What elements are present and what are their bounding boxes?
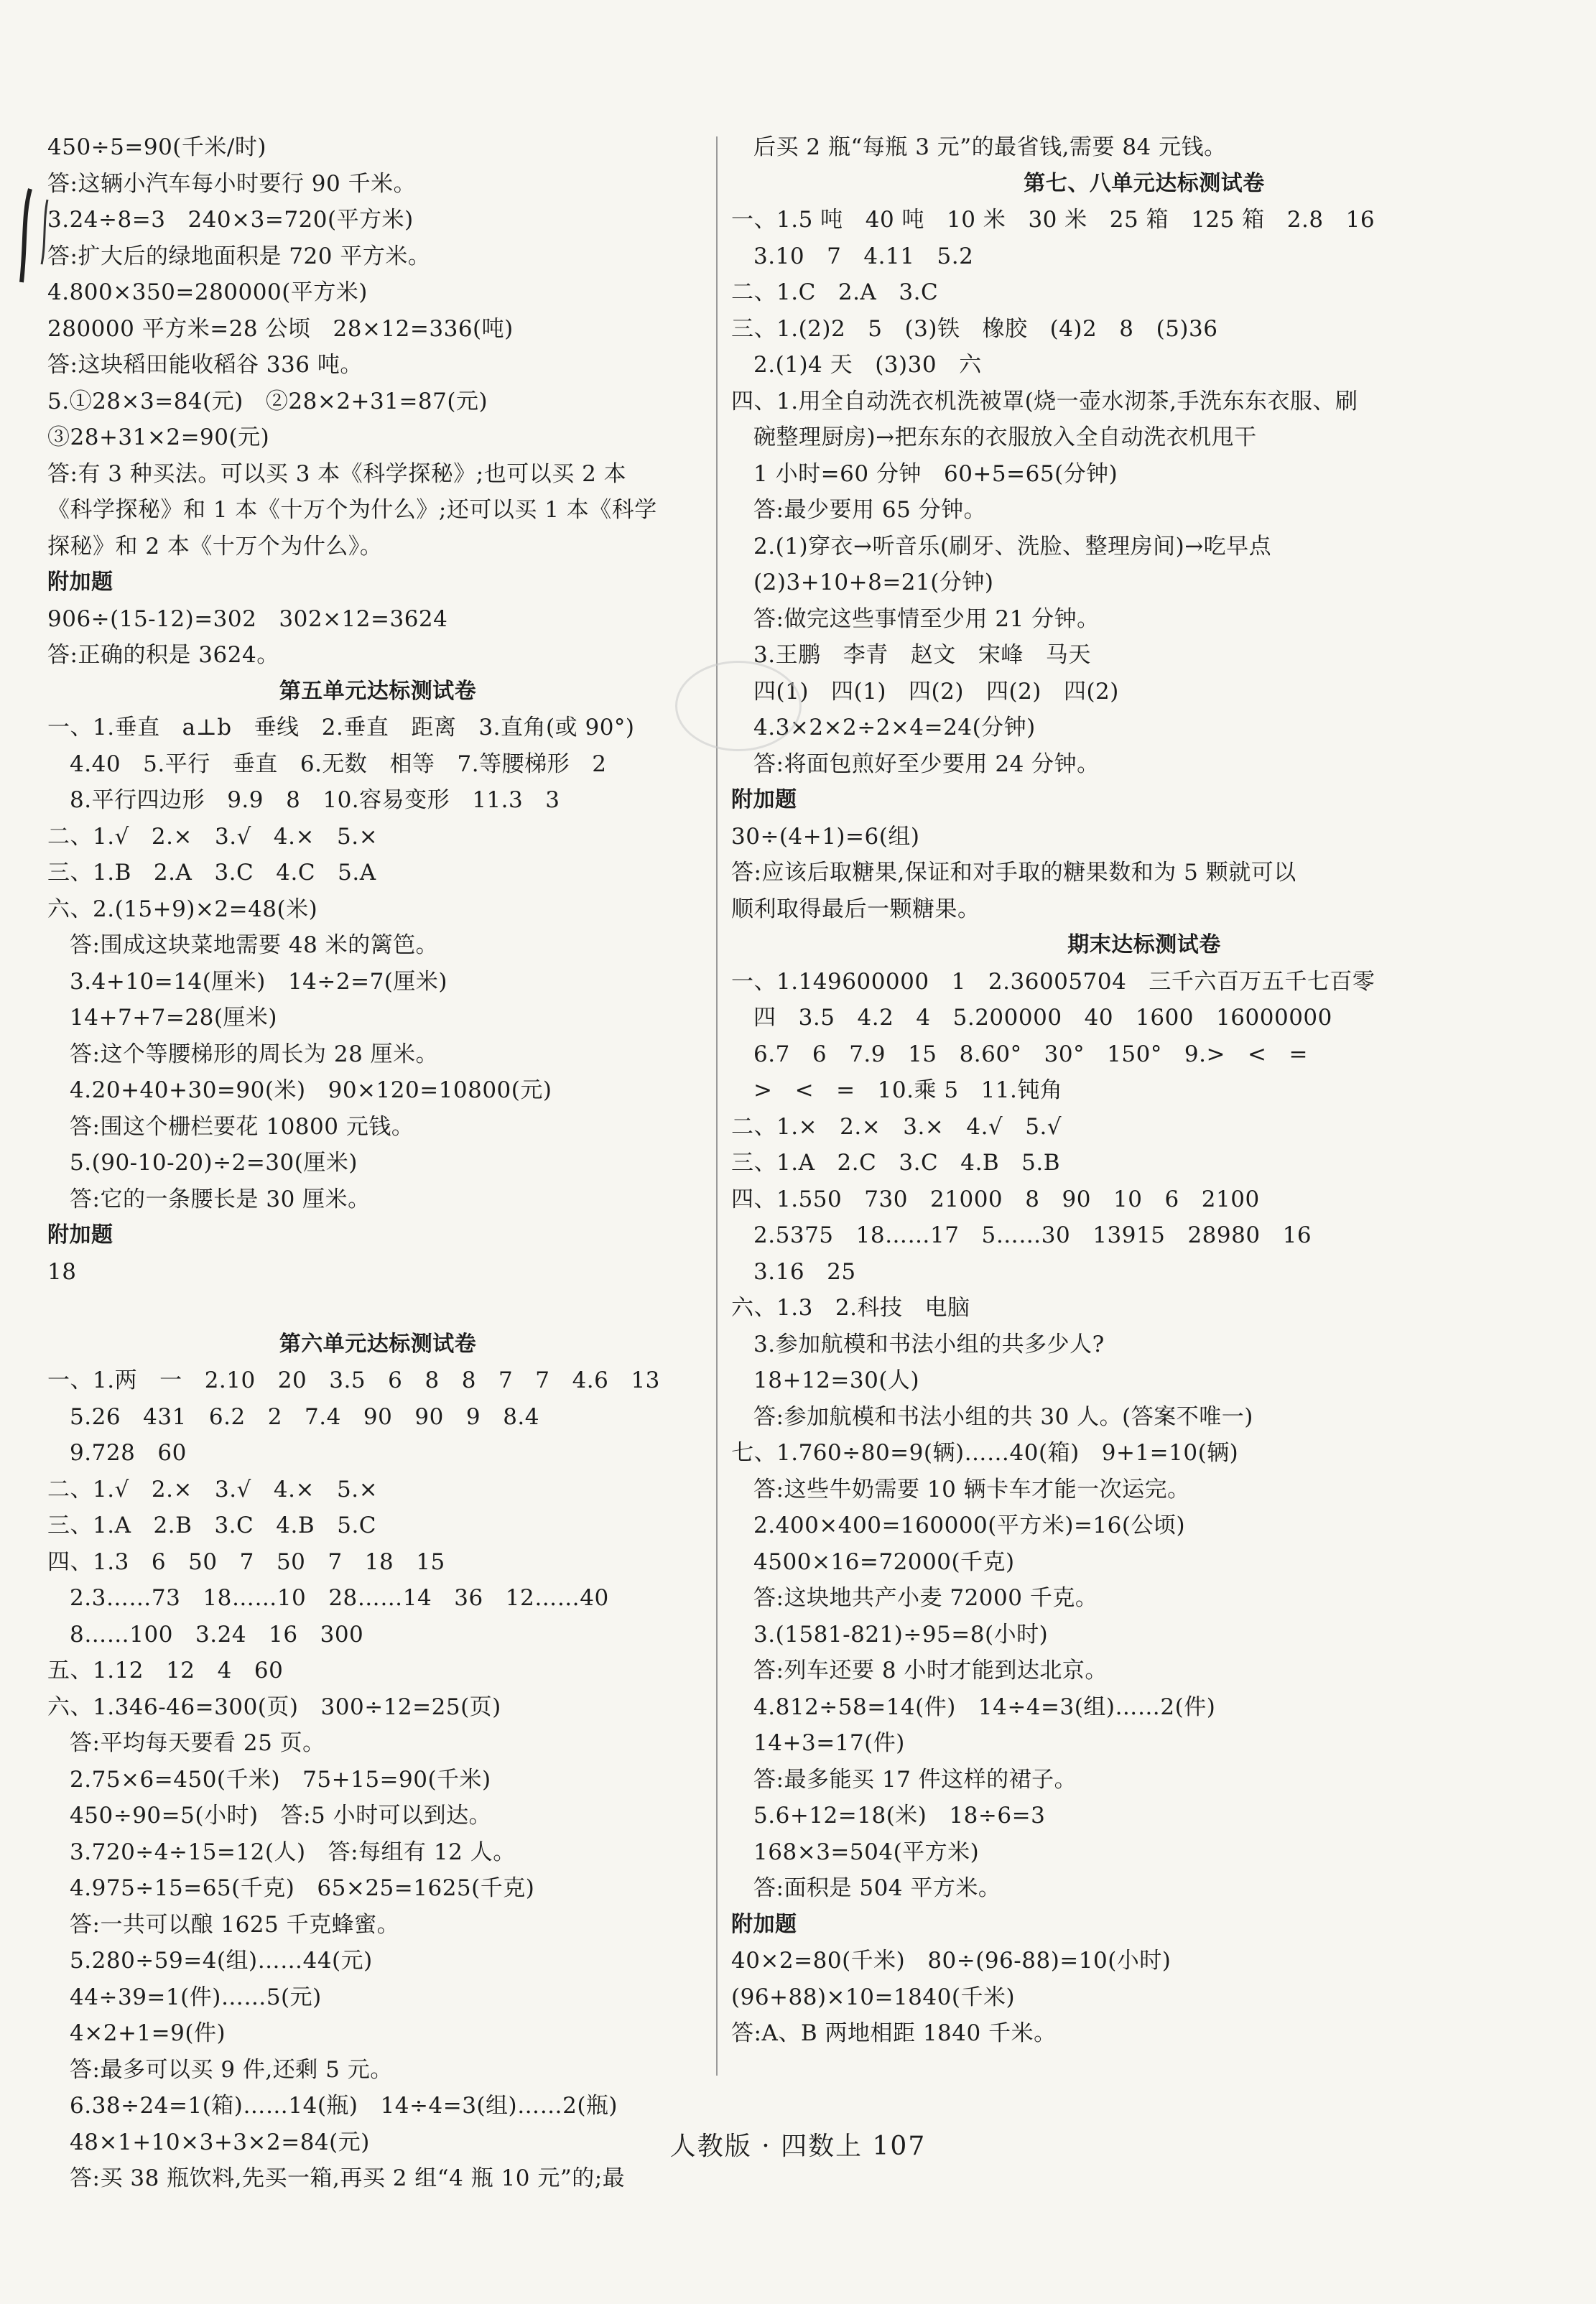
left-column [47,129,708,2197]
answer-line: 4500×16=72000(千克) [731,1548,1015,1575]
answer-line: 四 3.5 4.2 4 5.200000 40 1600 16000000 [731,1005,1332,1031]
answer-line: 18 [47,1258,77,1285]
answer-line: 30÷(4+1)=6(组) [731,823,920,850]
answer-line: 5.6+12=18(米) 18÷6=3 [731,1803,1046,1829]
answer-line: 5.26 431 6.2 2 7.4 90 90 9 8.4 [47,1403,539,1430]
answer-line: 答:一共可以酿 1625 千克蜂蜜。 [47,1911,400,1938]
answer-line: 七、1.760÷80=9(辆)……40(箱) 9+1=10(辆) [731,1440,1239,1466]
answer-line: 906÷(15-12)=302 302×12=3624 [47,605,448,632]
answer-line: 5.280÷59=4(组)……44(元) [47,1948,373,1974]
answer-line: 5.(90-10-20)÷2=30(厘米) [47,1150,358,1176]
answer-line: 答:围这个栅栏要花 10800 元钱。 [47,1113,414,1140]
answer-line: 2.5375 18……17 5……30 13915 28980 16 [731,1222,1312,1248]
answer-line: 2.(1)穿衣→听音乐(刷牙、洗脸、整理房间)→吃早点 [731,533,1272,559]
answer-line: 48×1+10×3+3×2=84(元) [47,2129,370,2155]
answer-line: 4.3×2×2÷2×4=24(分钟) [731,715,1036,740]
right-column [731,129,1557,2052]
answer-line: 3.10 7 4.11 5.2 [731,243,974,269]
section-heading: 第七、八单元达标测试卷 [1024,170,1265,196]
answer-line: 3.王鹏 李青 赵文 宋峰 马天 [731,642,1091,668]
answer-line: 答:有 3 种买法。可以买 3 本《科学探秘》;也可以买 2 本 [47,460,627,487]
answer-line: ③28+31×2=90(元) [47,424,270,450]
answer-line: 4.812÷58=14(件) 14÷4=3(组)……2(件) [731,1694,1216,1720]
answer-line: 3.24÷8=3 240×3=720(平方米) [47,207,414,233]
answer-line: 六、1.346-46=300(页) 300÷12=25(页) [47,1694,501,1720]
extra-question-label: 附加题 [731,787,797,812]
answer-line: 答:买 38 瓶饮料,先买一箱,再买 2 组“4 瓶 10 元”的;最 [47,2165,626,2191]
answer-line: 答:做完这些事情至少用 21 分钟。 [731,605,1100,632]
answer-line: 6.7 6 7.9 15 8.60° 30° 150° 9.> < = [731,1041,1309,1067]
answer-line: 4.800×350=280000(平方米) [47,279,368,305]
answer-line: 168×3=504(平方米) [731,1839,980,1865]
answer-line: (2)3+10+8=21(分钟) [731,570,994,595]
answer-line: 二、1.× 2.× 3.× 4.√ 5.√ [731,1113,1062,1140]
answer-line: 一、1.垂直 a⊥b 垂线 2.垂直 距离 3.直角(或 90°) [47,715,635,740]
answer-line: 答:应该后取糖果,保证和对手取的糖果数和为 5 颗就可以 [731,860,1296,886]
answer-line: 4×2+1=9(件) [47,2020,226,2046]
answer-line: 40×2=80(千米) 80÷(96-88)=10(小时) [731,1948,1172,1974]
answer-line: 四(1) 四(1) 四(2) 四(2) 四(2) [731,678,1119,705]
answer-line: 四、1.550 730 21000 8 90 10 6 2100 [731,1186,1260,1212]
answer-line: 三、1.B 2.A 3.C 4.C 5.A [47,860,376,886]
answer-line: 探秘》和 2 本《十万个为什么》。 [47,533,383,559]
answer-line: 答:它的一条腰长是 30 厘米。 [47,1186,371,1212]
answer-line: 280000 平方米=28 公顷 28×12=336(吨) [47,315,514,342]
answer-line: 4.975÷15=65(千克) 65×25=1625(千克) [47,1875,535,1901]
answer-line: 3.参加航模和书法小组的共多少人? [731,1331,1105,1357]
answer-line: 答:最多可以买 9 件,还剩 5 元。 [47,2056,393,2083]
answer-line: 答:扩大后的绿地面积是 720 平方米。 [47,243,431,269]
answer-line: 三、1.A 2.C 3.C 4.B 5.B [731,1150,1061,1176]
answer-line: 三、1.A 2.B 3.C 4.B 5.C [47,1513,377,1538]
watermark-stamp [675,661,802,751]
answer-line: 四、1.3 6 50 7 50 7 18 15 [47,1548,445,1575]
answer-line: 三、1.(2)2 5 (3)铁 橡胶 (4)2 8 (5)36 [731,315,1218,342]
answer-line: 2.(1)4 天 (3)30 六 [731,352,982,378]
answer-line: 4.20+40+30=90(米) 90×120=10800(元) [47,1077,552,1103]
answer-line: 2.400×400=160000(平方米)=16(公顷) [731,1513,1186,1538]
answer-line: 二、1.√ 2.× 3.√ 4.× 5.× [47,1476,379,1502]
answer-line: 14+7+7=28(厘米) [47,1005,278,1031]
answer-line: 答:这个等腰梯形的周长为 28 厘米。 [47,1041,439,1067]
answer-line: 答:这块稻田能收稻谷 336 吨。 [47,352,363,378]
answer-line: 一、1.两 一 2.10 20 3.5 6 8 8 7 7 4.6 13 [47,1367,660,1393]
answer-line: 8.平行四边形 9.9 8 10.容易变形 11.3 3 [47,787,560,813]
answer-line: 答:这辆小汽车每小时要行 90 千米。 [47,170,417,197]
answer-line: 答:最多能买 17 件这样的裙子。 [731,1766,1077,1793]
answer-line: 六、1.3 2.科技 电脑 [731,1295,970,1321]
answer-line: 14+3=17(件) [731,1730,905,1756]
section-heading: 第五单元达标测试卷 [279,678,477,704]
answer-line: 3.4+10=14(厘米) 14÷2=7(厘米) [47,968,447,995]
answer-line: 答:列车还要 8 小时才能到达北京。 [731,1658,1108,1683]
answer-line: 2.75×6=450(千米) 75+15=90(千米) [47,1766,491,1793]
answer-line: 一、1.149600000 1 2.36005704 三千六百万五千七百零 [731,968,1375,995]
answer-line: 450÷5=90(千米/时) [47,134,266,160]
answer-line: 3.720÷4÷15=12(人) 答:每组有 12 人。 [47,1839,516,1865]
answer-line: 9.728 60 [47,1440,187,1466]
extra-question-label: 附加题 [47,570,113,595]
answer-line: 六、2.(15+9)×2=48(米) [47,896,318,922]
answer-line: 450÷90=5(小时) 答:5 小时可以到达。 [47,1803,492,1829]
answer-line: 3.16 25 [731,1258,856,1285]
answer-line: 二、1.C 2.A 3.C [731,279,939,305]
column-divider [716,136,718,2076]
answer-line: > < = 10.乘 5 11.钝角 [731,1077,1063,1103]
page-footer: 人教版 · 四数上 107 [669,2132,927,2161]
answer-line: 答:这块地共产小麦 72000 千克。 [731,1585,1098,1611]
answer-line: 五、1.12 12 4 60 [47,1658,284,1683]
answer-line: 18+12=30(人) [731,1367,920,1393]
answer-line: 碗整理厨房)→把东东的衣服放入全自动洗衣机甩干 [731,424,1257,450]
answer-line: 答:面积是 504 平方米。 [731,1875,1001,1901]
answer-line: 答:A、B 两地相距 1840 千米。 [731,2020,1057,2046]
answer-line: 1 小时=60 分钟 60+5=65(分钟) [731,460,1118,487]
answer-line: 答:平均每天要看 25 页。 [47,1730,325,1756]
answer-line: 答:正确的积是 3624。 [47,642,279,668]
answer-line: 2.3……73 18……10 28……14 36 12……40 [47,1585,609,1611]
answer-line: 顺利取得最后一颗糖果。 [731,896,980,922]
answer-line: 一、1.5 吨 40 吨 10 米 30 米 25 箱 125 箱 2.8 16 [731,207,1375,233]
answer-line: 4.40 5.平行 垂直 6.无数 相等 7.等腰梯形 2 [47,751,607,777]
answer-line: 8……100 3.24 16 300 [47,1621,364,1648]
answer-line: 《科学探秘》和 1 本《十万个为什么》;还可以买 1 本《科学 [47,497,657,523]
answer-line: 后买 2 瓶“每瓶 3 元”的最省钱,需要 84 元钱。 [731,134,1227,160]
extra-question-label: 附加题 [47,1222,113,1248]
answer-line: 二、1.√ 2.× 3.√ 4.× 5.× [47,823,379,850]
answer-line: 答:围成这块菜地需要 48 米的篱笆。 [47,932,439,958]
answer-line [47,1290,708,1327]
answer-line: 5.①28×3=84(元) ②28×2+31=87(元) [47,388,488,414]
answer-line: 答:将面包煎好至少要用 24 分钟。 [731,751,1100,777]
answer-line: 答:最少要用 65 分钟。 [731,497,987,523]
answer-line: 答:参加航模和书法小组的共 30 人。(答案不唯一) [731,1403,1253,1430]
answer-line: 答:这些牛奶需要 10 辆卡车才能一次运完。 [731,1476,1190,1502]
extra-question-label: 附加题 [731,1911,797,1937]
answer-line: 44÷39=1(件)……5(元) [47,1984,322,2010]
answer-line: 3.(1581-821)÷95=8(小时) [731,1621,1049,1648]
answer-line: 6.38÷24=1(箱)……14(瓶) 14÷4=3(组)……2(瓶) [47,2093,618,2119]
answer-line: (96+88)×10=1840(千米) [731,1984,1016,2010]
section-heading: 期末达标测试卷 [1067,932,1221,957]
answer-line: 四、1.用全自动洗衣机洗被罩(烧一壶水沏茶,手洗东东衣服、刷 [731,388,1358,414]
section-heading: 第六单元达标测试卷 [279,1331,477,1357]
